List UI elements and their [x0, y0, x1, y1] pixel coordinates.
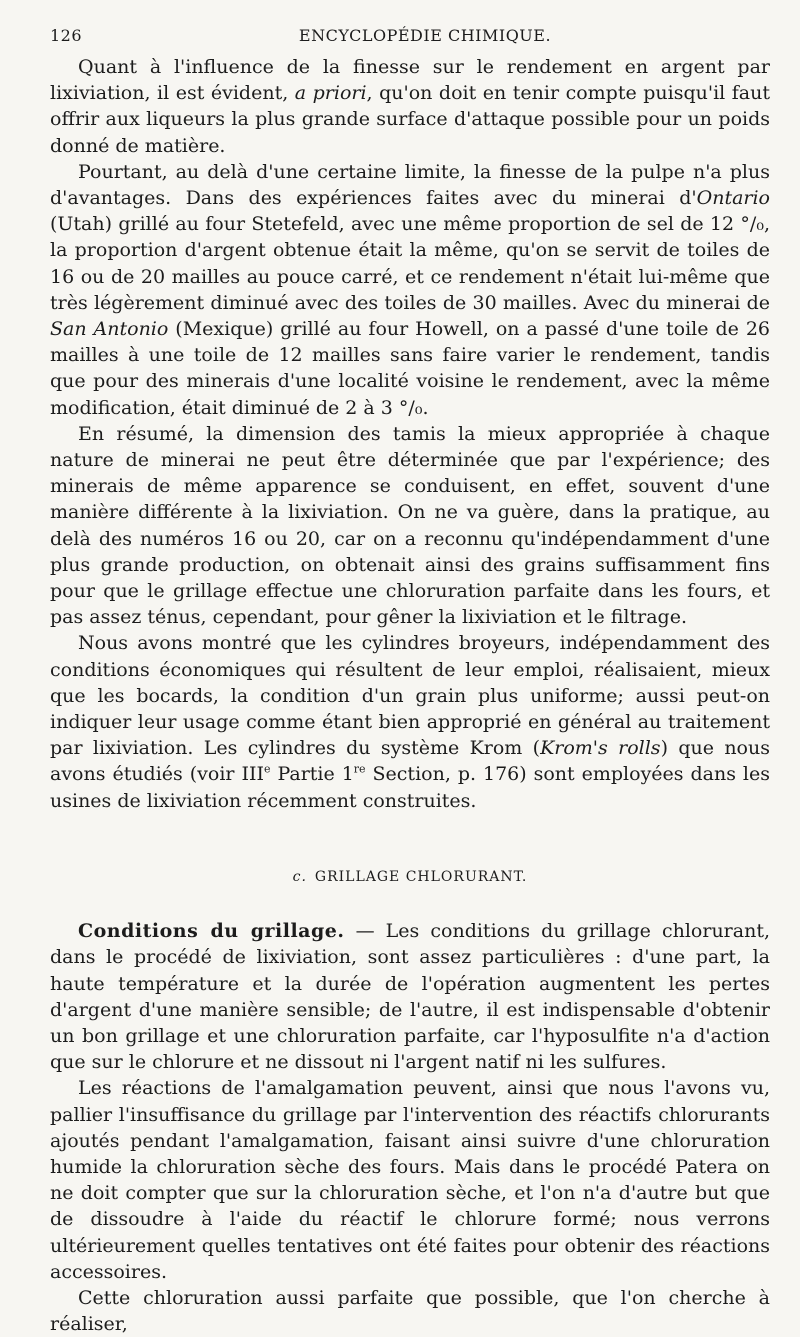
text-run: ) que nous avons étudiés (voir III — [50, 737, 770, 786]
section-letter: c. — [292, 868, 307, 885]
page-number: 126 — [50, 26, 83, 45]
italic-term: a priori — [294, 82, 367, 105]
percent-sign: °/₀ — [398, 396, 423, 419]
text-run: — Les conditions du grillage chlorurant, dans le procédé de lixiviation, sont assez particulières : d'une part, la haute température et la durée de l'opération augmentent les pertes d'argent d'une manière sensible; de l'autre, il est indispensable d'obtenir un bon grillage et une chloruration parfaite, car l'hyposulfite n'a d'action que sur le chlorure et ne dissout ni l'argent natif ni les sulfures. — [50, 920, 770, 1074]
section-title: GRILLAGE CHLORURANT. — [314, 868, 528, 885]
percent-sign: °/₀ — [740, 213, 764, 236]
paragraph — [50, 918, 770, 1075]
paragraph — [50, 1075, 770, 1285]
text-run: (Mexique) grillé au four Howell, on a passé d'une toile de 26 mailles à une toile de 12 mailles sans faire varier le rendement, tandis que pour des minerais d'une localité voisine le rendement, avec la même modification, était diminué de 2 à 3 — [50, 318, 770, 419]
superscript: re — [353, 763, 366, 777]
italic-term: San Antonio — [50, 318, 169, 341]
text-run: , la proportion d'argent obtenue était la même, qu'on se servit de toiles de 16 ou de 20 mailles au pouce carré, et ce rendement n'était lui-même que très légèrement diminué avec des toiles de 30 mailles. Avec du minerai de — [50, 213, 770, 314]
paragraph — [50, 159, 770, 421]
text-run: Section, p. 176) sont employées dans les usines de lixiviation récemment construites. — [50, 763, 771, 812]
text-run: , qu'on doit en tenir compte puisqu'il faut offrir aux liqueurs la plus grande surface d'attaque possible pour un poids donné de matière. — [50, 82, 770, 157]
run-in-heading: Conditions du grillage. — [78, 920, 345, 943]
section-heading — [50, 864, 770, 890]
running-title: ENCYCLOPÉDIE CHIMIQUE. — [298, 26, 552, 45]
text-run: En résumé, la dimension des tamis la mieux appropriée à chaque nature de minerai ne peut être déterminée que par l'expérience; des minerais de même apparence se conduisent, en effet, souvent d'une manière différente à la lixiviation. On ne va guère, dans la pratique, au delà des numéros 16 ou 20, car on a reconnu qu'indépendamment d'une plus grande production, on obtenait ainsi des grains suffisamment fins pour que le grillage effectue une chloruration parfaite dans les fours, et pas assez ténus, cependant, pour gêner la lixiviation et le filtrage. — [50, 422, 770, 629]
text-run: Les réactions de l'amalgamation peuvent, ainsi que nous l'avons vu, pallier l'insuffisance du grillage par l'intervention des réactifs chlorurants ajoutés pendant l'amalgamation, faisant ainsi suivre d'une chloruration humide la chloruration sèche des fours. Mais dans le procédé Patera on ne doit compter que sur la chloruration sèche, et l'on n'a d'autre but que de dissoudre à l'aide du réactif le chlorure formé; nous verrons ultérieurement quelles tentatives ont été faites pour obtenir des réactions accessoires. — [50, 1077, 770, 1283]
text-run: Cette chloruration aussi parfaite que possible, que l'on cherche à réaliser, — [50, 1286, 770, 1336]
italic-term: Ontario — [696, 187, 770, 210]
text-run: Partie 1 — [270, 763, 354, 786]
text-run: Nous avons montré que les cylindres broyeurs, indépendamment des conditions économiques qui résultent de leur emploi, réalisaient, mieux que les bocards, la condition d'un grain plus uniforme; aussi peut-on indiquer leur usage comme étant bien approprié en général au traitement par lixiviation. Les cylindres du système Krom ( — [50, 632, 770, 760]
text-run: . — [422, 396, 429, 419]
paragraph — [50, 421, 770, 631]
text-run: Pourtant, au delà d'une certaine limite, la finesse de la pulpe n'a plus d'avantages. Dans des expériences faites avec du minerai d' — [50, 160, 770, 210]
body-text — [50, 54, 770, 1337]
running-head — [50, 26, 770, 54]
paragraph — [50, 1285, 770, 1337]
paragraph — [50, 630, 770, 813]
superscript: e — [263, 763, 271, 777]
text-run: Quant à l'influence de la finesse sur le rendement en argent par lixiviation, il est évident, — [50, 56, 770, 105]
text-run: (Utah) grillé au four Stetefeld, avec une même proportion de sel de 12 — [50, 213, 741, 236]
italic-term: Krom's rolls — [540, 737, 661, 760]
paragraph — [50, 54, 770, 159]
